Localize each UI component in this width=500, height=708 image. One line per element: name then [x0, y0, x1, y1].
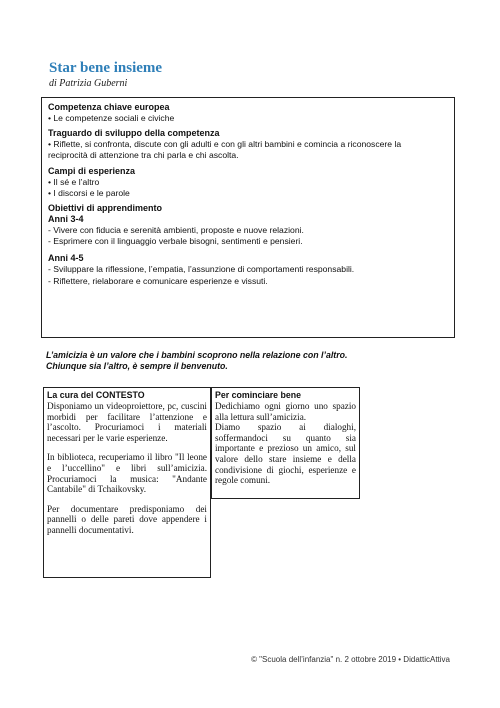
contesto-paragraph: In biblioteca, recuperiamo il libro "Il leone e l’uccellino" e libri sull’amicizia. Procuriamoci la musica: "Andante Cantabile" di Tchaikovsky.	[47, 452, 207, 495]
cominciare-box	[211, 387, 360, 499]
anni-4-5-heading: Anni 4-5	[48, 253, 84, 264]
anni-3-4-item: - Vivere con fiducia e serenità ambienti, proposte e nuove relazioni.	[48, 225, 304, 236]
quote-line: Chiunque sia l’altro, è sempre il benvenuto.	[46, 361, 228, 371]
contesto-heading: La cura del CONTESTO	[47, 390, 145, 400]
anni-3-4-item: - Esprimere con il linguaggio verbale bisogni, sentimenti e pensieri.	[48, 236, 303, 247]
footer-credit: © "Scuola dell’infanzia" n. 2 ottobre 2019 • DidatticAttiva	[251, 655, 450, 664]
contesto-paragraph: Disponiamo un videoproiettore, pc, cuscini morbidi per facilitare l’attenzione e l’ascolto. Procuriamoci i materiali necessari per le varie esperienze.	[47, 401, 207, 443]
anni-4-5-item: - Riflettere, rielaborare e comunicare esperienze e vissuti.	[48, 275, 268, 286]
page-title: Star bene insieme	[49, 60, 163, 76]
campi-item: • I discorsi e le parole	[48, 187, 130, 198]
traguardo-line: • Riflette, si confronta, discute con gli adulti e con gli altri bambini e comincia a riconoscere la	[48, 139, 402, 150]
traguardo-section	[48, 128, 448, 161]
learning-objectives-box	[41, 97, 455, 338]
quote-line: L’amicizia è un valore che i bambini scoprono nella relazione con l’altro.	[46, 350, 348, 360]
quote-block	[46, 350, 456, 372]
competenza-section	[48, 102, 448, 124]
anni-3-4-heading: Anni 3-4	[48, 214, 84, 225]
campi-item: • Il sé e l’altro	[48, 176, 100, 187]
obiettivi-heading: Obiettivi di apprendimento	[48, 203, 163, 214]
campi-section	[48, 166, 448, 199]
cominciare-paragraph: Diamo spazio ai dialoghi, soffermandoci su quanto sia importante e prezioso un amico, sul valore dello stare insieme e della condivisione di giochi, esperienze e regole comuni.	[215, 422, 356, 486]
author-line: di Patrizia Guberni	[49, 78, 128, 89]
contesto-box	[43, 387, 211, 578]
cominciare-paragraph: Dedichiamo ogni giorno uno spazio alla lettura sull’amicizia.	[215, 401, 356, 422]
campi-heading: Campi di esperienza	[48, 165, 136, 176]
traguardo-heading: Traguardo di sviluppo della competenza	[48, 128, 220, 139]
obiettivi-section	[48, 203, 448, 287]
competenza-item: • Le competenze sociali e civiche	[48, 113, 175, 123]
cominciare-heading: Per cominciare bene	[215, 390, 302, 400]
competenza-heading: Competenza chiave europea	[48, 102, 170, 112]
contesto-paragraph: Per documentare predisponiamo dei pannelli o delle pareti dove appendere i pannelli documentativi.	[47, 503, 207, 535]
traguardo-line: reciprocità di attenzione tra chi parla e chi ascolta.	[48, 150, 239, 161]
anni-4-5-item: - Sviluppare la riflessione, l’empatia, l’assunzione di comportamenti responsabili.	[48, 264, 355, 275]
